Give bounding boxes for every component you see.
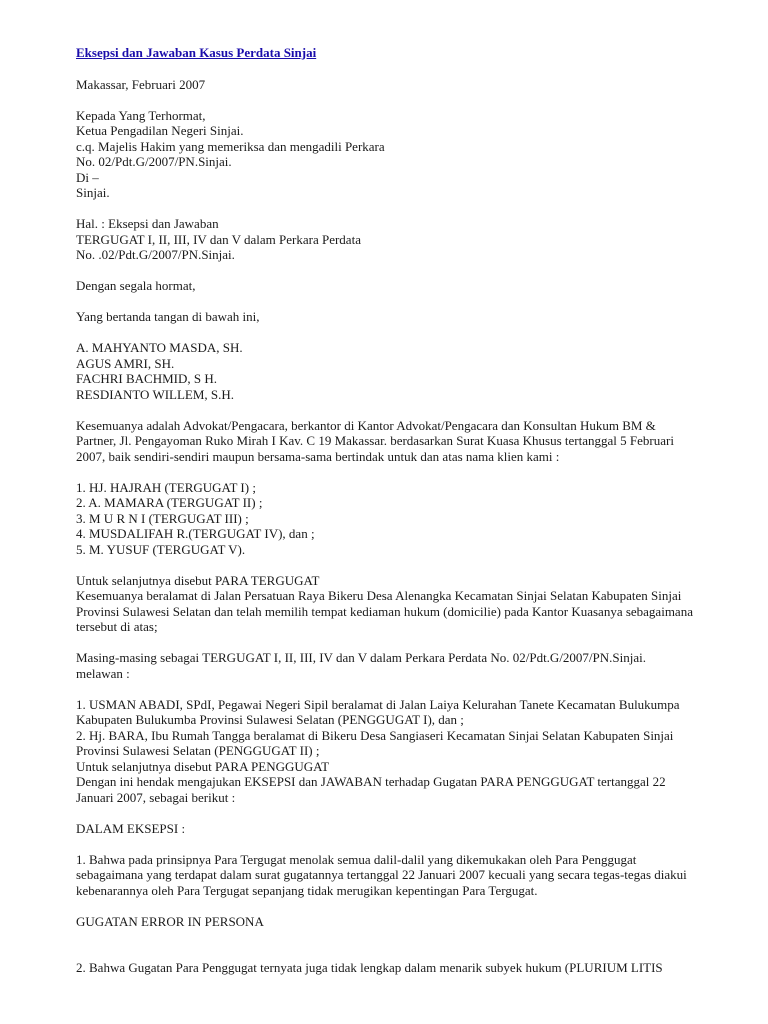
text-line: RESDIANTO WILLEM, S.H. bbox=[76, 386, 235, 402]
text-line: Sinjai. bbox=[76, 185, 110, 200]
paragraph bbox=[76, 480, 696, 558]
text-line: c.q. Majelis Hakim yang memeriksa dan mengadili Perkara bbox=[76, 138, 385, 154]
text-line: 2. A. MAMARA (TERGUGAT II) ; bbox=[76, 495, 263, 510]
text-line: A. MAHYANTO MASDA, SH. bbox=[76, 340, 243, 355]
text-line: sebagaimana yang terdapat dalam surat gugatannya tertanggal 22 Januari 2007 kecuali yang secara tegas-tegas diakui bbox=[76, 867, 687, 882]
text-line: Untuk selanjutnya disebut PARA TERGUGAT bbox=[76, 572, 320, 588]
text-line: Makassar, Februari 2007 bbox=[76, 76, 206, 92]
document-page bbox=[76, 45, 696, 991]
paragraph bbox=[76, 216, 696, 263]
text-line: 4. MUSDALIFAH R.(TERGUGAT IV), dan ; bbox=[76, 526, 315, 541]
paragraph bbox=[76, 278, 696, 294]
text-line: 1. Bahwa pada prinsipnya Para Tergugat menolak semua dalil-dalil yang dikemukakan oleh Para Penggugat bbox=[76, 851, 637, 867]
text-line: 3. M U R N I (TERGUGAT III) ; bbox=[76, 510, 249, 526]
text-line: TERGUGAT I, II, III, IV dan V dalam Perkara Perdata bbox=[76, 231, 361, 247]
paragraph bbox=[76, 108, 696, 201]
text-line: No. 02/Pdt.G/2007/PN.Sinjai. bbox=[76, 154, 232, 169]
text-line: 1. USMAN ABADI, SPdI, Pegawai Negeri Sipil beralamat di Jalan Laiya Kelurahan Tanete Kecamatan Bulukumpa bbox=[76, 696, 680, 712]
text-line: Dengan segala hormat, bbox=[76, 278, 196, 293]
text-line: Kepada Yang Terhormat, bbox=[76, 107, 206, 123]
paragraph bbox=[76, 309, 696, 325]
text-line: tersebut di atas; bbox=[76, 619, 158, 634]
paragraph bbox=[76, 697, 696, 806]
text-line: GUGATAN ERROR IN PERSONA bbox=[76, 913, 264, 929]
paragraph bbox=[76, 418, 696, 465]
text-line: Dengan ini hendak mengajukan EKSEPSI dan JAWABAN terhadap Gugatan PARA PENGGUGAT tertanggal 22 bbox=[76, 774, 666, 789]
text-line: DALAM EKSEPSI : bbox=[76, 820, 186, 836]
text-line: 2. Bahwa Gugatan Para Penggugat ternyata juga tidak lengkap dalam menarik subyek hukum (PLURIUM LITIS bbox=[76, 960, 663, 975]
text-line: kebenarannya oleh Para Tergugat sepanjang tidak merugikan kepentingan Para Tergugat. bbox=[76, 882, 538, 898]
text-line: Untuk selanjutnya disebut PARA PENGGUGAT bbox=[76, 758, 330, 774]
text-line: 2007, baik sendiri-sendiri maupun bersama-sama bertindak untuk dan atas nama klien kami : bbox=[76, 448, 560, 464]
paragraph bbox=[76, 77, 696, 93]
paragraph bbox=[76, 340, 696, 402]
text-line: Ketua Pengadilan Negeri Sinjai. bbox=[76, 123, 244, 138]
text-line: 5. M. YUSUF (TERGUGAT V). bbox=[76, 541, 246, 557]
text-line: 1. HJ. HAJRAH (TERGUGAT I) ; bbox=[76, 479, 256, 495]
text-line: AGUS AMRI, SH. bbox=[76, 355, 175, 371]
text-line: Provinsi Sulawesi Selatan (PENGGUGAT II) ; bbox=[76, 743, 320, 758]
text-line: Provinsi Sulawesi Selatan dan telah memilih tempat kediaman hukum (domicilie) pada Kantor Kuasanya sebagaimana bbox=[76, 603, 693, 619]
text-line: Kesemuanya adalah Advokat/Pengacara, berkantor di Kantor Advokat/Pengacara dan Konsultan Hukum BM & bbox=[76, 417, 656, 433]
paragraph bbox=[76, 821, 696, 837]
text-line: 2. Hj. BARA, Ibu Rumah Tangga beralamat di Bikeru Desa Sangiaseri Kecamatan Sinjai Selatan Kabupaten Sinjai bbox=[76, 727, 674, 743]
text-line: Hal. : Eksepsi dan Jawaban bbox=[76, 216, 219, 231]
paragraph bbox=[76, 852, 696, 899]
text-line: Masing-masing sebagai TERGUGAT I, II, III, IV dan V dalam Perkara Perdata No. 02/Pdt.G/2007/PN.Sinjai. bbox=[76, 650, 646, 665]
text-line: Januari 2007, sebagai berikut : bbox=[76, 789, 236, 805]
text-line: Yang bertanda tangan di bawah ini, bbox=[76, 309, 260, 324]
paragraph bbox=[76, 914, 696, 930]
paragraph bbox=[76, 960, 696, 976]
text-line: Partner, Jl. Pengayoman Ruko Mirah I Kav. C 19 Makassar. berdasarkan Surat Kuasa Khusus tertanggal 5 Februari bbox=[76, 433, 674, 448]
text-line: FACHRI BACHMID, S H. bbox=[76, 371, 217, 386]
text-line: Di – bbox=[76, 169, 99, 185]
document-title-link[interactable]: Eksepsi dan Jawaban Kasus Perdata Sinjai bbox=[76, 45, 317, 60]
document-body bbox=[76, 77, 696, 976]
paragraph bbox=[76, 573, 696, 635]
text-line: melawan : bbox=[76, 665, 130, 681]
text-line: No. .02/Pdt.G/2007/PN.Sinjai. bbox=[76, 247, 235, 262]
text-line: Kesemuanya beralamat di Jalan Persatuan Raya Bikeru Desa Alenangka Kecamatan Sinjai Selatan Kabupaten Sinjai bbox=[76, 588, 682, 603]
paragraph bbox=[76, 650, 696, 681]
text-line: Kabupaten Bulukumba Provinsi Sulawesi Selatan (PENGGUGAT I), dan ; bbox=[76, 712, 464, 727]
